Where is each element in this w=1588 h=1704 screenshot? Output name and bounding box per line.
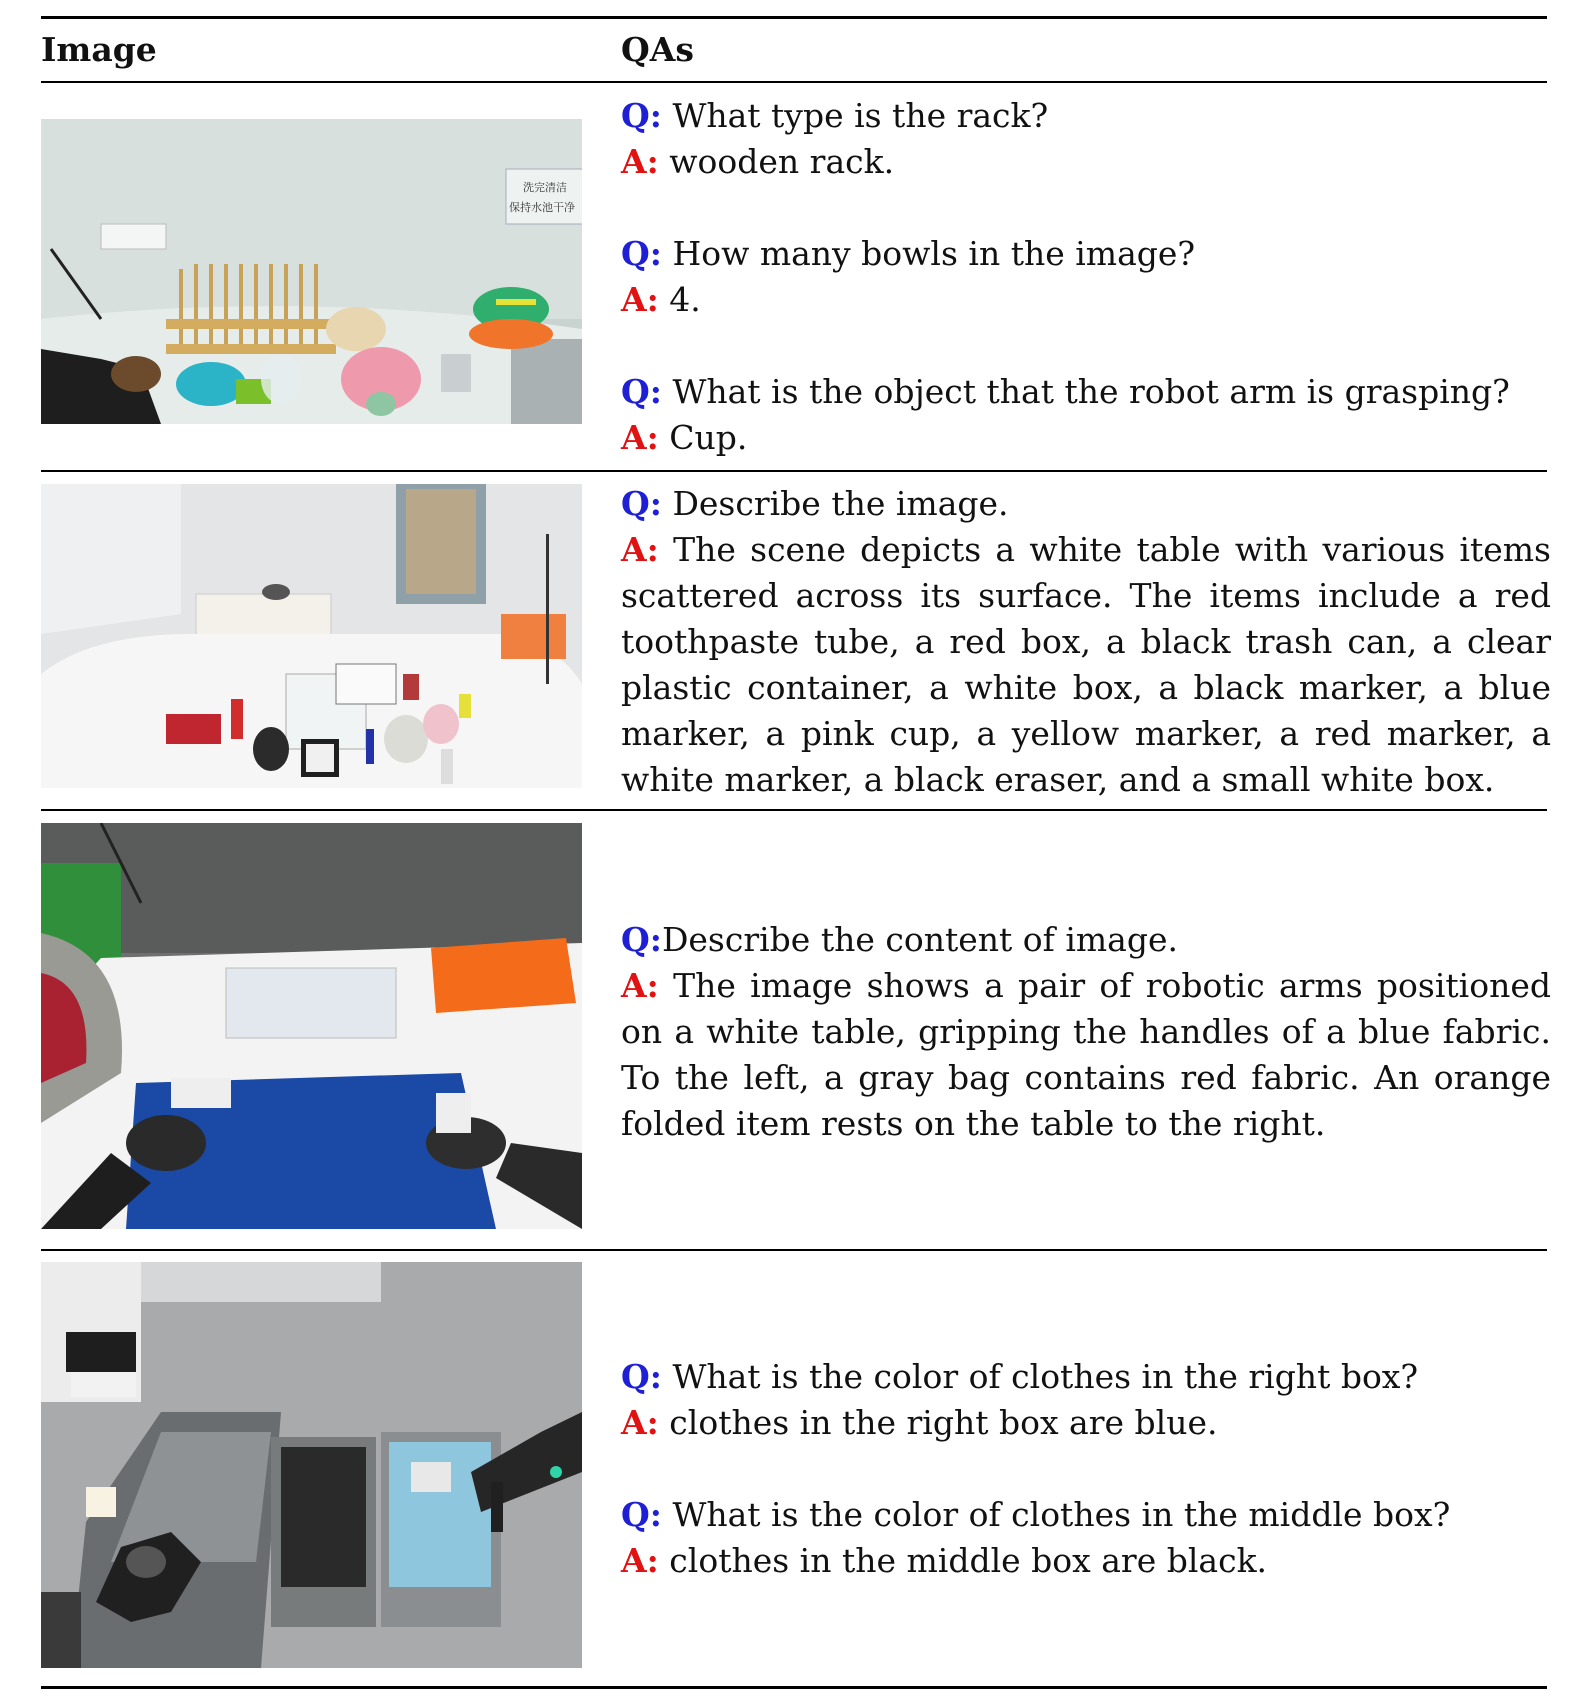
- a-prefix: A:: [621, 966, 659, 1005]
- question-line: [621, 1354, 1551, 1400]
- q-prefix: Q:: [621, 1495, 662, 1534]
- qa-block-row-2: [621, 481, 1551, 803]
- question-text: What type is the rack?: [672, 96, 1049, 135]
- question-line: [621, 93, 1551, 139]
- row-image-robot-fabric: [41, 823, 582, 1229]
- q-prefix: Q:: [621, 1357, 662, 1396]
- a-prefix: A:: [621, 142, 659, 181]
- row-image-table-items: [41, 484, 582, 788]
- row-divider: [41, 809, 1547, 811]
- answer-line: [621, 1538, 1551, 1584]
- qa-block-row-4: [621, 1354, 1551, 1584]
- question-text: What is the object that the robot arm is grasping?: [672, 372, 1510, 411]
- question-line: [621, 1492, 1551, 1538]
- question-text: What is the color of clothes in the middle box?: [672, 1495, 1451, 1534]
- row-image-kitchen: [41, 119, 582, 424]
- answer-text: clothes in the middle box are black.: [669, 1541, 1268, 1580]
- question-line: [621, 369, 1551, 415]
- answer-text: 4.: [669, 280, 701, 319]
- answer-line: [621, 277, 1551, 323]
- qa-block-row-1: [621, 93, 1551, 461]
- row-divider: [41, 470, 1547, 472]
- a-prefix: A:: [621, 280, 659, 319]
- answer-text: The scene depicts a white table with various items scattered across its surface. The items include a red toothpaste tube, a red box, a black trash can, a clear plastic container, a white box, a black marker, a blue marker, a pink cup, a yellow marker, a red marker, a white marker, a black eraser, and a small white box.: [621, 530, 1551, 799]
- q-prefix: Q:: [621, 96, 662, 135]
- question-text: Describe the content of image.: [661, 920, 1178, 959]
- a-prefix: A:: [621, 530, 659, 569]
- a-prefix: A:: [621, 1403, 659, 1442]
- row-image-boxes-clothes: [41, 1262, 582, 1668]
- answer-text: Cup.: [669, 418, 748, 457]
- answer-paragraph: [621, 527, 1551, 803]
- answer-line: [621, 1400, 1551, 1446]
- answer-line: [621, 415, 1551, 461]
- question-line: [621, 481, 1551, 527]
- header-rule: [41, 81, 1547, 83]
- answer-text: The image shows a pair of robotic arms positioned on a white table, gripping the handles of a blue fabric. To the left, a gray bag contains red fabric. An orange folded item rests on the table to the right.: [621, 966, 1552, 1143]
- table-bottom-rule: [41, 1686, 1547, 1689]
- answer-text: clothes in the right box are blue.: [669, 1403, 1218, 1442]
- answer-paragraph: [621, 963, 1551, 1147]
- answer-text: wooden rack.: [669, 142, 895, 181]
- answer-line: [621, 139, 1551, 185]
- table-top-rule: [41, 16, 1547, 19]
- qa-block-row-3: [621, 917, 1551, 1147]
- column-header-qas: QAs: [621, 30, 694, 69]
- sign-line-2: 保持水池干净: [509, 201, 575, 214]
- question-text: Describe the image.: [672, 484, 1009, 523]
- q-prefix: Q:: [621, 484, 662, 523]
- q-prefix: Q:: [621, 372, 662, 411]
- row-divider: [41, 1249, 1547, 1251]
- question-text: What is the color of clothes in the right box?: [672, 1357, 1419, 1396]
- q-prefix: Q:: [621, 234, 662, 273]
- a-prefix: A:: [621, 1541, 659, 1580]
- q-prefix: Q:: [621, 920, 662, 959]
- a-prefix: A:: [621, 418, 659, 457]
- question-text: How many bowls in the image?: [672, 234, 1196, 273]
- sign-line-1: 洗完清洁: [523, 181, 567, 194]
- question-line: [621, 917, 1551, 963]
- column-header-image: Image: [41, 30, 157, 69]
- question-line: [621, 231, 1551, 277]
